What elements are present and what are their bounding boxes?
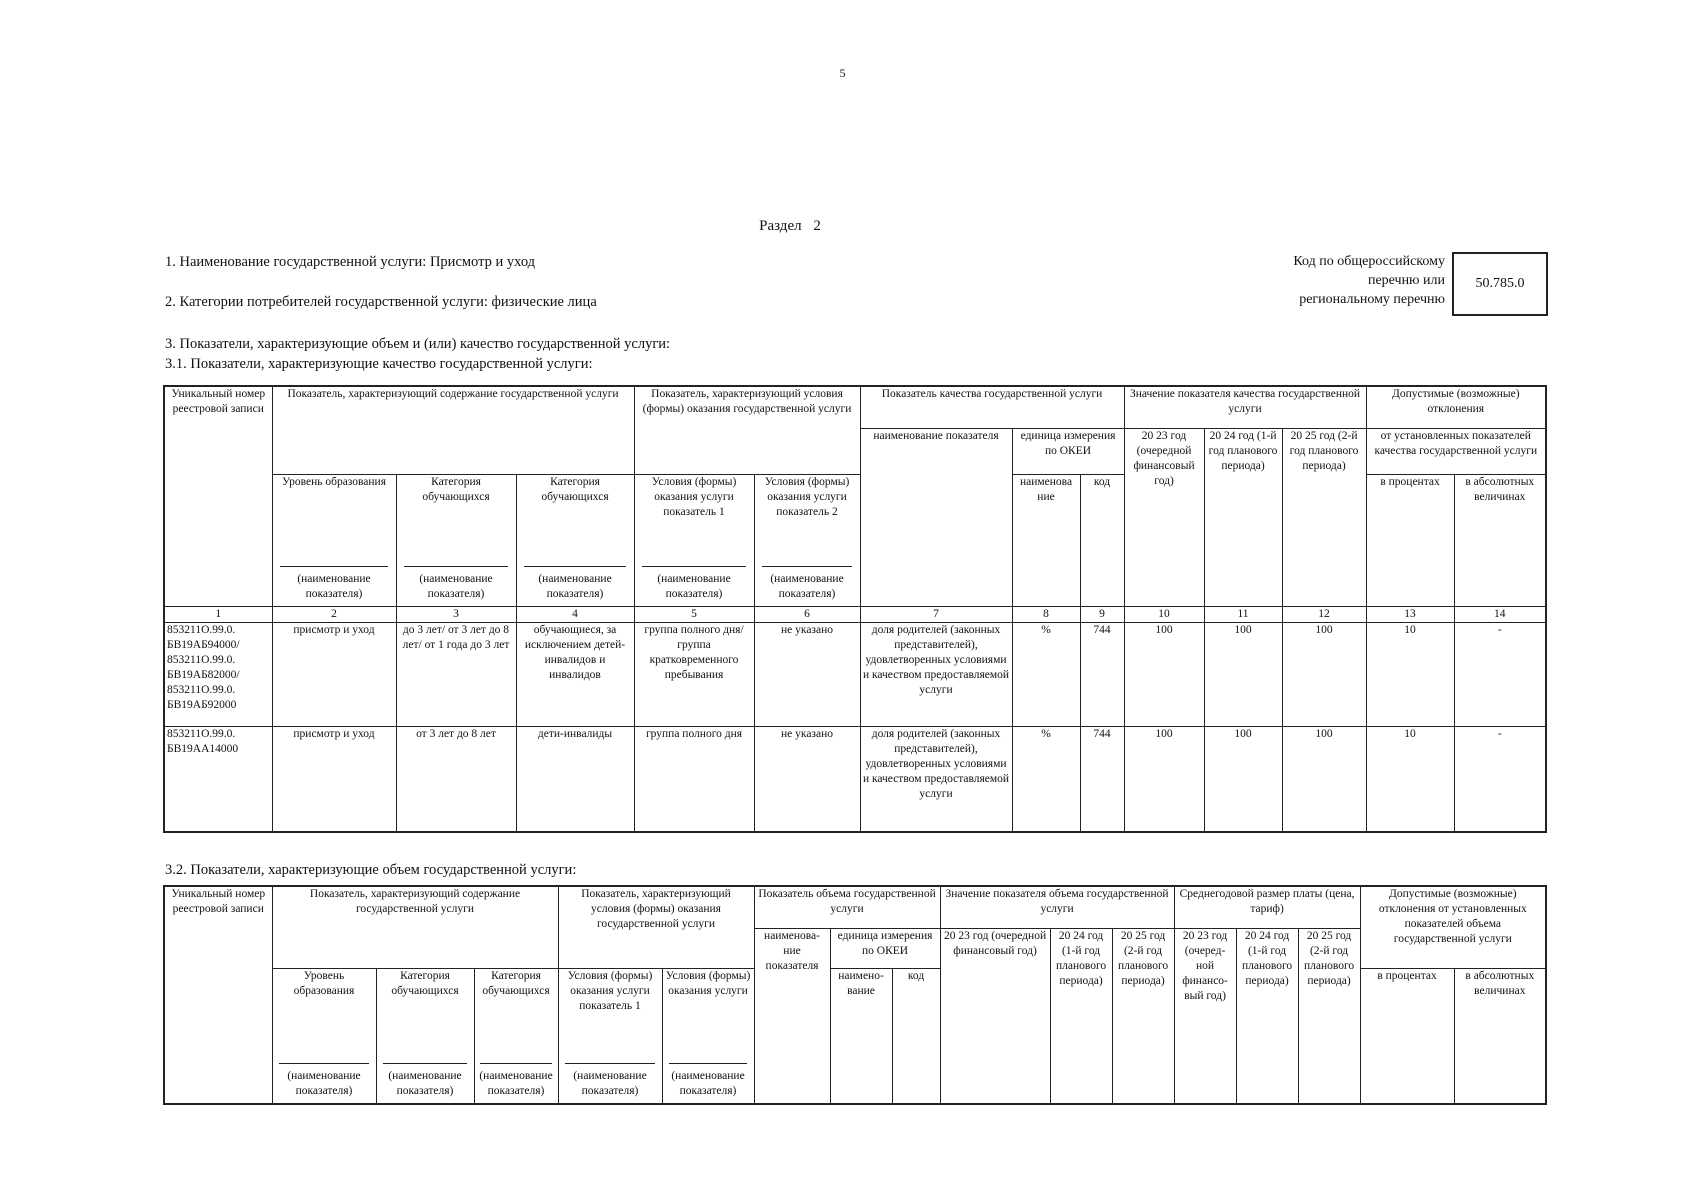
col-year-2: 20 24 год (1-й год планового периода) [1204,428,1282,606]
col-condition-2-label: Условия (формы) оказания услуги показатель 2 [764,475,850,518]
section-title [0,218,1580,235]
col-num: 11 [1204,606,1282,622]
v-col-level [272,968,376,1104]
row-registry-id: 853211О.99.0. БВ19АБ94000/ 853211О.99.0. БВ19АБ82000/ 853211О.99.0. БВ19АБ92000 [164,622,272,726]
v-col-fee-2: 20 24 год (1-й год планового периода) [1236,928,1298,1104]
row-category-2: дети-инвалиды [516,726,634,832]
col-quality: Показатель качества государственной услуги [860,386,1124,428]
v-col-category-1-label: Категория обучающихся [391,969,459,997]
col-num: 12 [1282,606,1366,622]
v-col-category-2-name: (наименование показателя) [479,1070,553,1097]
v-col-condition-2 [662,968,754,1104]
v-col-deviation: Допустимые (возможные) отклонения от установленных показателей объема государственной услуги [1360,886,1546,968]
row-year-2: 100 [1204,622,1282,726]
quality-table [163,385,1547,833]
volume-heading: 3.2. Показатели, характеризующие объем государственной услуги: [165,862,577,878]
v-col-value-3: 20 25 год (2-й год планового периода) [1112,928,1174,1104]
volume-table [163,885,1547,1105]
col-num: 1 [164,606,272,622]
col-deviation-sub: от установленных показателей качества государственной услуги [1366,428,1546,474]
col-category-2-name: (наименование показателя) [538,572,612,600]
v-col-category-1 [376,968,474,1104]
v-col-level-name: (наименование показателя) [287,1070,361,1097]
v-col-fee-1: 20 23 год (очеред- ной финансо- вый год) [1174,928,1236,1104]
col-num: 3 [396,606,516,622]
col-condition-1-label: Условия (формы) оказания услуги показатель 1 [651,475,737,518]
col-condition-2 [754,474,860,606]
col-num: 7 [860,606,1012,622]
v-col-condition-2-label: Условия (формы) оказания услуги [665,969,751,997]
col-num: 13 [1366,606,1454,622]
row-year-3: 100 [1282,622,1366,726]
row-unit-code: 744 [1080,726,1124,832]
col-unit-code: код [1080,474,1124,606]
row-absolute: - [1454,622,1546,726]
col-year-3: 20 25 год (2-й год планового периода) [1282,428,1366,606]
v-col-absolute: в абсолютных величинах [1454,968,1546,1104]
v-col-category-2 [474,968,558,1104]
col-category-1-name: (наименование показателя) [419,572,493,600]
v-col-value: Значение показателя объема государственной услуги [940,886,1174,928]
code-label [1293,252,1445,309]
v-col-conditions: Показатель, характеризующий условия (формы) оказания государственной услуги [558,886,754,968]
page-number: 5 [839,66,846,80]
col-category-1 [396,474,516,606]
col-category-2-label: Категория обучающихся [541,475,609,503]
section-number: 2 [813,218,821,234]
row-year-1: 100 [1124,726,1204,832]
v-col-indicator-name: наименова- ние показателя [754,928,830,1104]
v-col-unit-code: код [892,968,940,1104]
row-unit: % [1012,726,1080,832]
row-indicator: доля родителей (законных представителей), удовлетворенных условиями и качеством предоставляемой услуги [860,726,1012,832]
row-percent: 10 [1366,622,1454,726]
indicators-heading: 3. Показатели, характеризующие объем и (или) качество государственной услуги: [165,336,671,352]
row-unit-code: 744 [1080,622,1124,726]
col-unit: единица измерения по ОКЕИ [1012,428,1124,474]
col-num: 4 [516,606,634,622]
row-level: присмотр и уход [272,726,396,832]
v-col-fee: Среднегодовой размер платы (цена, тариф) [1174,886,1360,928]
service-name: 1. Наименование государственной услуги: Присмотр и уход [165,254,536,270]
quality-heading: 3.1. Показатели, характеризующие качество государственной услуги: [165,356,593,372]
col-condition-1-name: (наименование показателя) [657,572,731,600]
v-col-condition-1-label: Условия (формы) оказания услуги показатель 1 [567,969,653,1012]
v-col-condition-2-name: (наименование показателя) [671,1070,745,1097]
column-number-row [164,606,1546,622]
col-level-label: Уровень образования [281,475,387,488]
col-absolute: в абсолютных величинах [1454,474,1546,606]
col-indicator-name: наименование показателя [860,428,1012,606]
code-value: 50.785.0 [1475,276,1525,291]
v-col-unit: единица измерения по ОКЕИ [830,928,940,968]
row-condition-1: группа полного дня/группа кратковременного пребывания [634,622,754,726]
v-col-condition-1 [558,968,662,1104]
v-col-fee-3: 20 25 год (2-й год планового периода) [1298,928,1360,1104]
col-unit-name: наименова ние [1012,474,1080,606]
v-col-unique-number: Уникальный номер реестровой записи [164,886,272,1104]
table-row [164,622,1546,726]
col-num: 2 [272,606,396,622]
row-indicator: доля родителей (законных представителей), удовлетворенных условиями и качеством предоставляемой услуги [860,622,1012,726]
v-col-percent: в процентах [1360,968,1454,1104]
row-year-3: 100 [1282,726,1366,832]
section-label: Раздел [759,218,802,234]
col-num: 9 [1080,606,1124,622]
row-percent: 10 [1366,726,1454,832]
col-content: Показатель, характеризующий содержание государственной услуги [272,386,634,474]
col-value: Значение показателя качества государственной услуги [1124,386,1366,428]
col-num: 6 [754,606,860,622]
col-num: 10 [1124,606,1204,622]
row-year-2: 100 [1204,726,1282,832]
col-category-2 [516,474,634,606]
row-category-1: от 3 лет до 8 лет [396,726,516,832]
code-label-line2: перечню или [1367,273,1445,288]
col-deviation: Допустимые (возможные) отклонения [1366,386,1546,428]
row-condition-1: группа полного дня [634,726,754,832]
row-condition-2: не указано [754,622,860,726]
row-category-2: обучающиеся, за исключением детей-инвалидов и инвалидов [516,622,634,726]
v-col-category-2-label: Категория обучающихся [482,969,550,997]
row-category-1: до 3 лет/ от 3 лет до 8 лет/ от 1 года до 3 лет [396,622,516,726]
v-col-condition-1-name: (наименование показателя) [573,1070,647,1097]
v-col-category-1-name: (наименование показателя) [388,1070,462,1097]
table-row [164,726,1546,832]
row-year-1: 100 [1124,622,1204,726]
col-condition-1 [634,474,754,606]
row-absolute: - [1454,726,1546,832]
col-num: 14 [1454,606,1546,622]
row-level: присмотр и уход [272,622,396,726]
col-conditions: Показатель, характеризующий условия (формы) оказания государственной услуги [634,386,860,474]
col-condition-2-name: (наименование показателя) [770,572,844,600]
col-year-1: 20 23 год (очередной финансовый год) [1124,428,1204,606]
v-col-content: Показатель, характеризующий содержание государственной услуги [272,886,558,968]
v-col-value-1: 20 23 год (очередной финансовый год) [940,928,1050,1104]
row-registry-id: 853211О.99.0. БВ19АА14000 [164,726,272,832]
code-label-line3: региональному перечню [1299,292,1445,307]
code-label-line1: Код по общероссийскому [1293,254,1445,269]
col-level-name: (наименование показателя) [297,572,371,600]
row-unit: % [1012,622,1080,726]
col-unique-number: Уникальный номер реестровой записи [164,386,272,606]
col-level [272,474,396,606]
col-category-1-label: Категория обучающихся [422,475,490,503]
col-num: 8 [1012,606,1080,622]
v-col-volume: Показатель объема государственной услуги [754,886,940,928]
col-num: 5 [634,606,754,622]
consumer-categories: 2. Категории потребителей государственной услуги: физические лица [165,294,597,310]
v-col-level-label: Уровень образования [293,969,355,997]
v-col-value-2: 20 24 год (1-й год планового периода) [1050,928,1112,1104]
code-value-box [1452,252,1548,316]
row-condition-2: не указано [754,726,860,832]
col-percent: в процентах [1366,474,1454,606]
v-col-unit-name: наимено- вание [830,968,892,1104]
